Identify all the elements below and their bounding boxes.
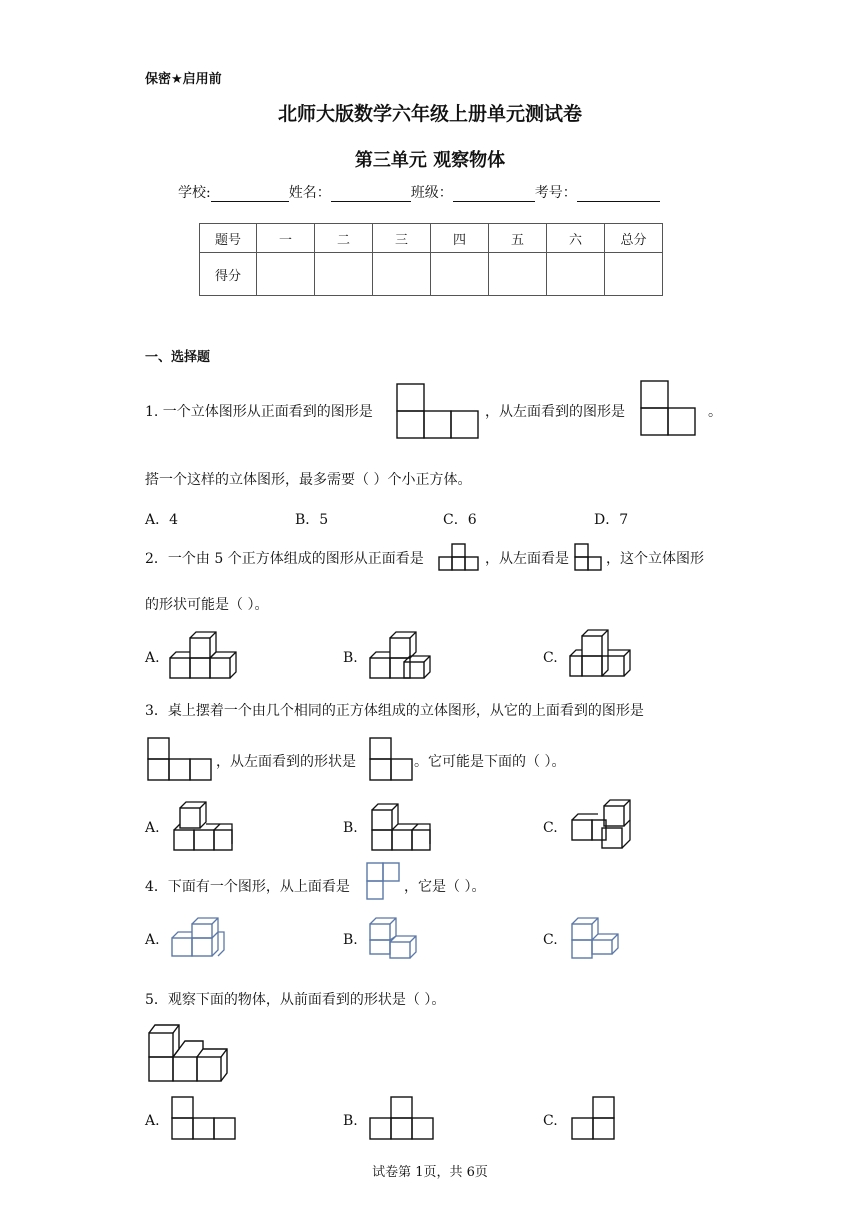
school-label: 学校: [178, 185, 211, 201]
score-cell[interactable] [315, 253, 373, 296]
q3-option-b-label[interactable]: B. [343, 820, 358, 836]
q5-option-c-figure[interactable] [570, 1095, 618, 1141]
q3-text-part3: 。它可能是下面的（ ）。 [414, 754, 566, 770]
q4-option-b-label[interactable]: B. [343, 932, 358, 948]
score-cell[interactable] [547, 253, 605, 296]
q1-text-part1: 1. 一个立体图形从正面看到的图形是 [145, 404, 373, 420]
q1-left-view-figure [640, 380, 698, 436]
exam-no-label: 考号： [534, 185, 577, 201]
score-table-score-row [200, 253, 663, 296]
q2-left-view-figure [574, 543, 604, 571]
score-cell[interactable] [431, 253, 489, 296]
name-label: 姓名： [288, 185, 331, 201]
q4-top-view-figure [366, 862, 402, 902]
q4-option-b-figure[interactable] [368, 914, 428, 960]
q3-text-part2: ，从左面看到的形状是 [216, 754, 356, 770]
page-title: 北师大版数学六年级上册单元测试卷 [277, 103, 582, 125]
q3-top-view-figure [147, 737, 213, 781]
q1-option-a[interactable]: A．4 [145, 512, 179, 528]
q2-option-b-label[interactable]: B. [343, 650, 358, 666]
score-cell[interactable] [257, 253, 315, 296]
q4-option-a-label[interactable]: A. [145, 932, 160, 948]
q1-text-part2: ，从左面看到的图形是 [485, 404, 625, 420]
page-footer: 试卷第 1页，共 6页 [372, 1165, 488, 1180]
q2-option-a-label[interactable]: A. [145, 650, 160, 666]
q1-option-b[interactable]: B．5 [295, 512, 329, 528]
score-header-cell: 一 [257, 224, 315, 253]
exam-no-blank[interactable] [577, 187, 660, 202]
q3-option-b-figure[interactable] [368, 800, 440, 854]
confidential-mark: 保密★启用前 [145, 72, 222, 87]
q5-option-a-figure[interactable] [170, 1095, 238, 1141]
q1-option-d[interactable]: D．7 [594, 512, 629, 528]
score-header-cell: 二 [315, 224, 373, 253]
score-row-label: 得分 [200, 253, 257, 296]
class-blank[interactable] [453, 187, 535, 202]
q1-option-c[interactable]: C．6 [443, 512, 477, 528]
score-header-cell: 题号 [200, 224, 257, 253]
q1-text-part3: 。 [708, 404, 722, 420]
score-table [199, 223, 663, 296]
q4-option-a-figure[interactable] [170, 916, 230, 960]
score-header-cell: 四 [431, 224, 489, 253]
q2-option-a-figure[interactable] [166, 630, 246, 682]
class-label: 班级： [410, 185, 453, 201]
name-blank[interactable] [331, 187, 411, 202]
section-heading: 一、选择题 [145, 350, 211, 365]
q3-option-c-figure[interactable] [568, 798, 640, 854]
q5-option-b-label[interactable]: B. [343, 1113, 358, 1129]
q4-text-part2: ，它是（ ）。 [404, 879, 486, 895]
q2-text-part3: ，这个立体图形 [606, 551, 704, 567]
info-line [178, 182, 660, 202]
q2-option-c-figure[interactable] [566, 626, 646, 682]
q4-text-part1: 4．下面有一个图形，从上面看是 [145, 879, 350, 895]
score-cell[interactable] [489, 253, 547, 296]
q5-option-a-label[interactable]: A. [145, 1113, 160, 1129]
q4-option-c-figure[interactable] [568, 914, 628, 960]
school-blank[interactable] [211, 187, 289, 202]
q5-option-c-label[interactable]: C. [543, 1113, 558, 1129]
score-header-cell: 五 [489, 224, 547, 253]
q2-text-line2: 的形状可能是（ ）。 [145, 597, 269, 613]
q2-option-c-label[interactable]: C. [543, 650, 558, 666]
page-subtitle: 第三单元 观察物体 [354, 150, 506, 171]
q3-left-view-figure [369, 737, 413, 781]
q2-text-part1: 2．一个由 5 个正方体组成的图形从正面看是 [145, 551, 424, 567]
q3-text-line1: 3．桌上摆着一个由几个相同的正方体组成的立体图形，从它的上面看到的图形是 [145, 703, 644, 719]
score-header-cell: 六 [547, 224, 605, 253]
q5-option-b-figure[interactable] [368, 1095, 436, 1141]
q2-front-view-figure [438, 543, 482, 571]
q5-text-line1: 5．观察下面的物体，从前面看到的形状是（ ）。 [145, 992, 446, 1008]
q2-text-part2: ，从左面看是 [485, 551, 569, 567]
q5-object-figure [145, 1019, 231, 1085]
q1-text-line2: 搭一个这样的立体图形，最多需要（ ）个小正方体。 [145, 472, 472, 488]
q3-option-a-label[interactable]: A. [145, 820, 160, 836]
score-cell[interactable] [605, 253, 663, 296]
q3-option-a-figure[interactable] [170, 798, 242, 854]
q3-option-c-label[interactable]: C. [543, 820, 558, 836]
score-header-cell: 三 [373, 224, 431, 253]
score-cell[interactable] [373, 253, 431, 296]
score-table-header-row [200, 224, 663, 253]
q2-option-b-figure[interactable] [366, 628, 446, 682]
score-header-cell: 总分 [605, 224, 663, 253]
q1-front-view-figure [396, 383, 482, 439]
q4-option-c-label[interactable]: C. [543, 932, 558, 948]
